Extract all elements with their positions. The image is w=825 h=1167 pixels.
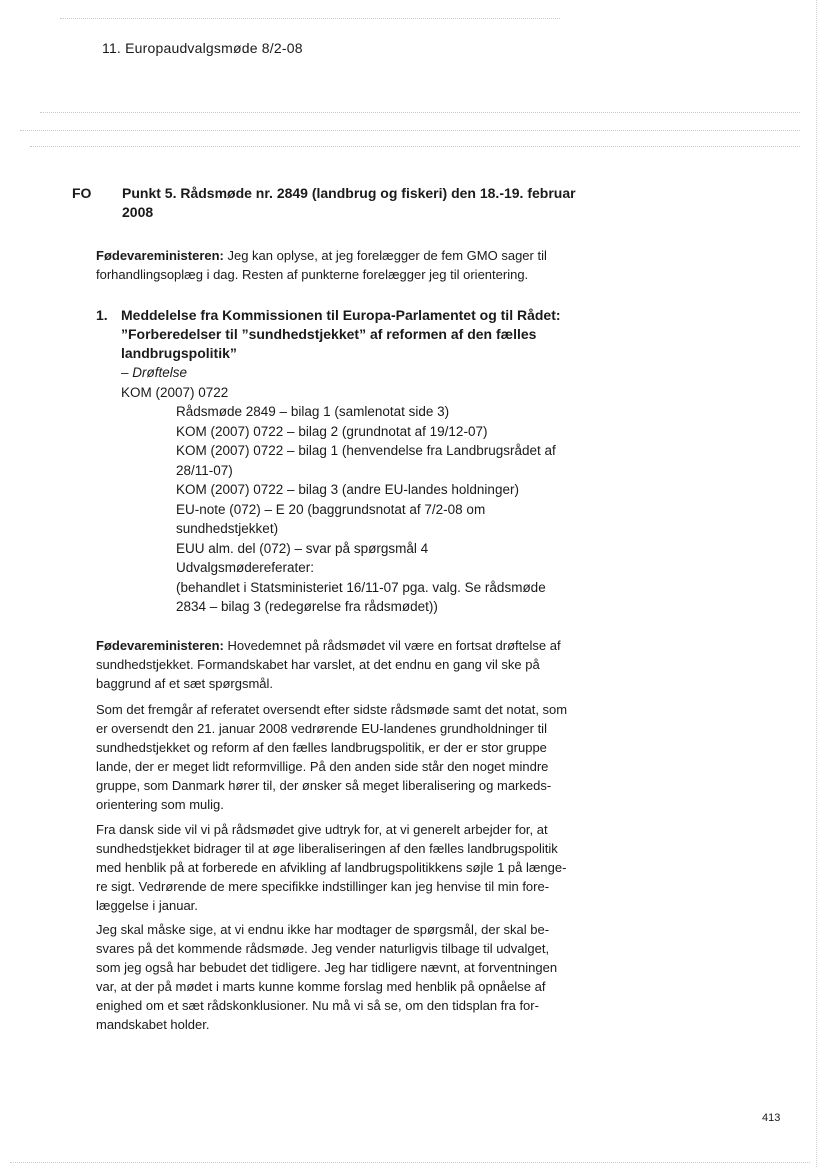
- section-title-line: 2008: [122, 204, 154, 220]
- reference-line: (behandlet i Statsministeriet 16/11-07 pga. valg. Se rådsmøde: [176, 579, 546, 595]
- scan-edge: [816, 0, 817, 1167]
- reference-line: EU-note (072) – E 20 (baggrundsnotat af 7/2-08 om: [176, 501, 486, 517]
- body-paragraph: Fra dansk side vil vi på rådsmødet give udtryk for, at vi generelt arbejder for, at sundhedstjekket bidrager til at øge liberaliseringen af den fælles landbrugspolitik med henblik på at forberede en afvikling af landbrugspolitikkens søjle 1 på længe-re sigt. Vedrørende de mere specifikke indstillinger kan jeg henvise til min fore-læggelse i januar.: [96, 822, 567, 913]
- page-number: 413: [762, 1112, 781, 1124]
- reference-line: Rådsmøde 2849 – bilag 1 (samlenotat side 3): [176, 404, 450, 419]
- intro-paragraph: [96, 246, 576, 284]
- item-title-line: Meddelelse fra Kommissionen til Europa-Parlamentet og til Rådet:: [121, 307, 561, 323]
- paragraph-text: Jeg kan oplyse, at jeg forelægger de fem GMO sager til forhandlingsoplæg i dag. Resten af punkterne forelægger jeg til orientering.: [96, 248, 547, 282]
- agenda-item: [96, 306, 576, 617]
- document-header: 11. Europaudvalgsmøde 8/2-08: [102, 40, 303, 56]
- reference-line: 2834 – bilag 3 (redegørelse fra rådsmødet)): [176, 599, 438, 614]
- item-title-line: ”Forberedelser til ”sundhedstjekket” af reformen af den fælles: [121, 326, 537, 342]
- scan-line: [60, 18, 560, 19]
- scan-line: [20, 130, 800, 131]
- body-paragraph: [96, 636, 576, 693]
- paragraph-text: Hovedemnet på rådsmødet vil være en fortsat drøftelse af sundhedstjekket. Formandskabet har varslet, at det endnu en gang vil ske på baggrund af et sæt spørgsmål.: [96, 638, 561, 691]
- reference-line: KOM (2007) 0722 – bilag 2 (grundnotat af 19/12-07): [176, 423, 488, 439]
- item-number: 1.: [96, 307, 108, 323]
- speaker-label: Fødevareministeren:: [96, 248, 224, 263]
- reference-line: Udvalgsmødereferater:: [176, 560, 315, 575]
- reference-line: KOM (2007) 0722 – bilag 1 (henvendelse fra Landbrugsrådet af: [176, 443, 556, 458]
- scan-line: [40, 112, 800, 113]
- scan-line: [30, 146, 800, 147]
- reference-line: 28/11-07): [176, 462, 233, 478]
- reference-line: KOM (2007) 0722 – bilag 3 (andre EU-landes holdninger): [176, 482, 519, 497]
- body-paragraph: Jeg skal måske sige, at vi endnu ikke har modtager de spørgsmål, der skal be-svares på det kommende rådsmøde. Jeg vender naturligvis tilbage til udvalget, som jeg også har bebudet det tidligere. Jeg har tidligere nævnt, at forventningen var, at der på mødet i marts kunne komme forslag med henblik på opnåelse af enighed om et sæt rådskonklusioner. Nu må vi så se, om den tidsplan fra for-mandskabet holder.: [96, 922, 558, 1032]
- section-title-line: Punkt 5. Rådsmøde nr. 2849 (landbrug og fiskeri) den 18.-19. februar: [122, 185, 576, 201]
- reference-line: sundhedstjekket): [176, 521, 279, 536]
- section-code: FO: [72, 185, 92, 201]
- section-heading: [72, 184, 592, 222]
- body-paragraph: Som det fremgår af referatet oversendt efter sidste rådsmøde samt det notat, som er oversendt den 21. januar 2008 vedrørende EU-landenes grundholdninger til sundhedstjekket og reform af den fælles landbrugspolitik, er der er stor gruppe lande, der er meget lidt reformvillige. På den anden side står den noget mindre gruppe, som Danmark hører til, der ønsker så meget liberalisering og markeds-orientering som mulig.: [96, 702, 568, 812]
- reference-line: EUU alm. del (072) – svar på spørgsmål 4: [176, 540, 429, 556]
- item-doc-code: KOM (2007) 0722: [121, 384, 229, 400]
- speaker-label: Fødevareministeren:: [96, 638, 224, 653]
- reference-list: [176, 402, 576, 617]
- scan-line: [10, 1162, 810, 1163]
- item-subtitle: – Drøftelse: [121, 365, 188, 380]
- item-title-line: landbrugspolitik”: [121, 345, 237, 361]
